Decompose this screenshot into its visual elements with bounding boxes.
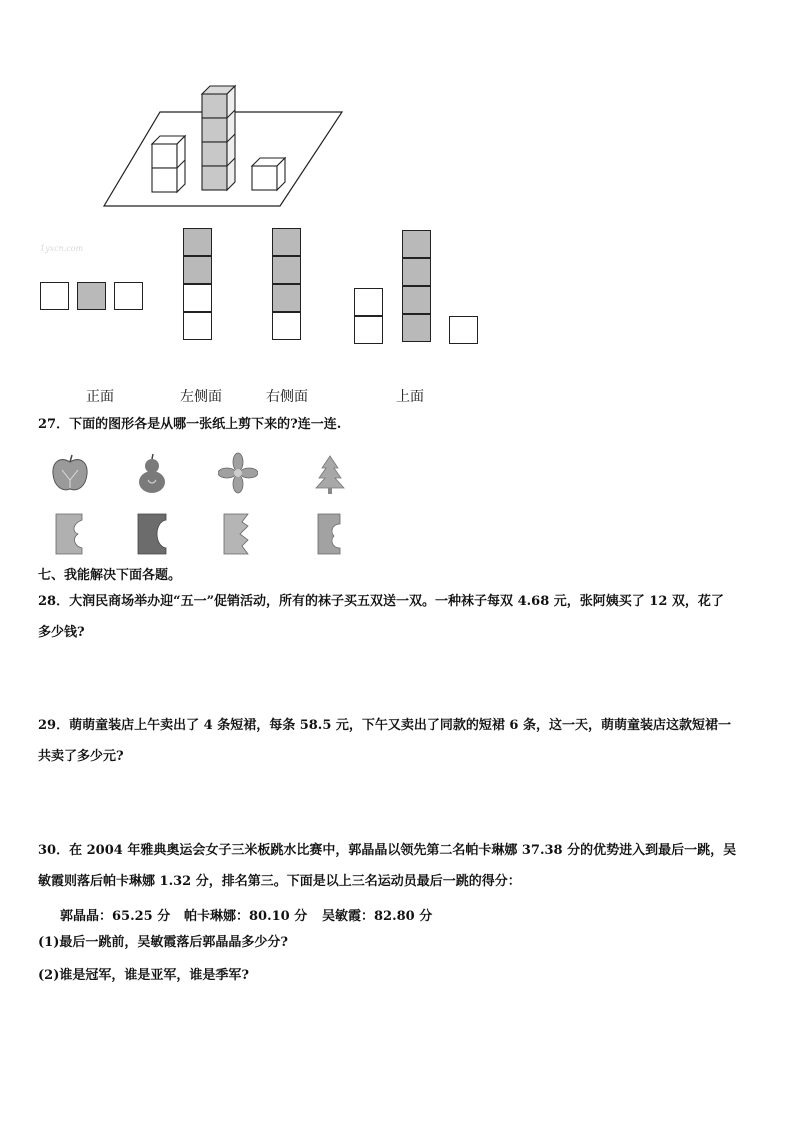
view-cell [183,284,212,312]
question-30-sub1: (1)最后一跳前，吴敏霞落后郭晶晶多少分? [38,935,288,950]
flower-icon [218,452,258,496]
paper-zigzag-cut-icon [218,512,258,556]
score-guo-jingjing: 郭晶晶：65.25 分 [60,909,171,924]
watermark-text: 1yxcn.com [40,244,84,253]
question-29-line2: 共卖了多少元? [38,749,124,764]
question-27: 27．下面的图形各是从哪一张纸上剪下来的?连一连. [38,417,342,432]
view-cell [183,312,212,340]
view-cell [449,316,478,344]
view-cell [114,282,143,310]
top-view-label: 上面 [396,389,424,405]
question-28-line2: 多少钱? [38,625,85,640]
view-cell [354,316,383,344]
paper-round-cut-icon [310,512,350,556]
question-30-sub2: (2)谁是冠军，谁是亚军，谁是季军? [38,968,249,983]
view-cell [272,228,301,256]
apple-icon [50,452,90,496]
view-cell [183,256,212,284]
view-cell [272,312,301,340]
paper-curve-cut-icon [132,512,172,556]
left-cube-stack [152,136,185,192]
gourd-icon [132,452,172,496]
q27-cut-shapes [40,452,380,500]
view-cell [402,286,431,314]
q27-paper-pieces [40,512,380,560]
view-cell [272,284,301,312]
view-cell [77,282,106,310]
section-7-title: 七、我能解决下面各题。 [38,568,182,583]
question-30-line1: 30．在 2004 年雅典奥运会女子三米板跳水比赛中，郭晶晶以领先第二名帕卡琳娜 37.38 分的优势进入到最后一跳，吴 [38,843,737,858]
view-cell [402,314,431,342]
view-cell [272,256,301,284]
left-view-label: 左侧面 [180,389,222,405]
question-28-line1: 28．大润民商场举办迎“五一”促销活动，所有的袜子买五双送一双。一种袜子每双 4.68 元，张阿姨买了 12 双，花了 [38,594,724,609]
score-pakalina: 帕卡琳娜：80.10 分 [184,909,308,924]
tall-cube-stack [202,86,235,190]
view-cell [402,258,431,286]
view-cell [40,282,69,310]
score-wu-minxia: 吴敏霞：82.80 分 [322,909,433,924]
question-30-line2: 敏霞则落后帕卡琳娜 1.32 分，排名第三。下面是以上三名运动员最后一跳的得分： [38,874,521,889]
front-view-label: 正面 [86,389,114,405]
tree-icon [310,452,350,496]
question-29-line1: 29．萌萌童装店上午卖出了 4 条短裙，每条 58.5 元，下午又卖出了同款的短裙 6 条，这一天，萌萌童装店这款短裙一 [38,718,731,733]
view-diagrams [30,222,500,352]
view-cell [354,288,383,316]
view-cell [402,230,431,258]
view-cell [183,228,212,256]
cube-arrangement-figure [100,80,350,210]
paper-leaf-cut-icon [50,512,90,556]
right-view-label: 右侧面 [266,389,308,405]
single-cube [252,158,285,190]
